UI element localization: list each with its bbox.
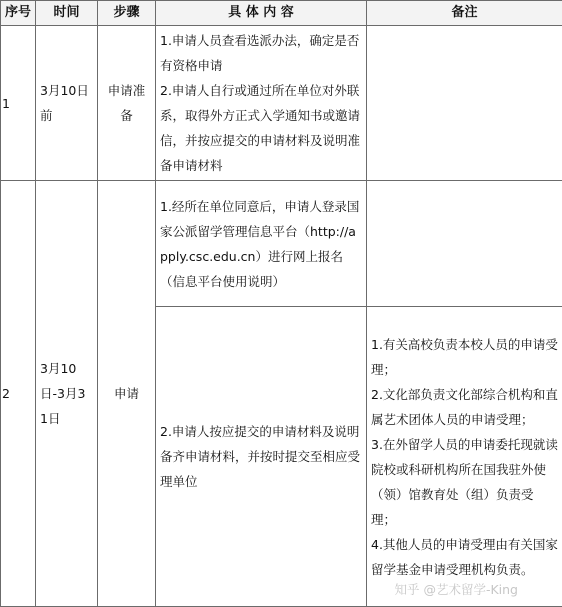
- text-line: 3.在外留学人员的申请委托现就读院校或科研机构所在国我驻外使（领）馆教育处（组）负责受理；: [371, 432, 558, 532]
- text-line: 1.有关高校负责本校人员的申请受理；: [371, 332, 558, 382]
- row2-note-a: [367, 181, 562, 307]
- header-row: [1, 1, 562, 26]
- table-row: [1, 26, 562, 181]
- row2-time: 3月10日-3月31日: [36, 181, 98, 607]
- watermark: 知乎 @艺术留学-King: [394, 580, 518, 598]
- header-time: 时间: [36, 1, 98, 26]
- row2-seq: 2: [1, 181, 36, 607]
- row2-note-b: [367, 307, 562, 607]
- header-step: 步骤: [98, 1, 156, 26]
- text-line: 4.其他人员的申请受理由有关国家留学基金申请受理机构负责。: [371, 532, 558, 582]
- row2-content-b: 2.申请人按应提交的申请材料及说明备齐申请材料，并按时提交至相应受理单位: [156, 307, 367, 607]
- header-content: 具 体 内 容: [156, 1, 367, 26]
- text-line: 2.申请人自行或通过所在单位对外联系，取得外方正式入学通知书或邀请信，并按应提交的申请材料及说明准备申请材料: [160, 78, 362, 178]
- text-line: 1.申请人员查看选派办法，确定是否有资格申请: [160, 28, 362, 78]
- row1-step: 申请准备: [98, 26, 156, 181]
- table-row: [1, 181, 562, 307]
- row1-note: [367, 26, 562, 181]
- row1-time: 3月10日前: [36, 26, 98, 181]
- row2-step: 申请: [98, 181, 156, 607]
- header-note: 备注: [367, 1, 562, 26]
- row2-content-a: 1.经所在单位同意后，申请人登录国家公派留学管理信息平台（http://apply.csc.edu.cn）进行网上报名（信息平台使用说明）: [156, 181, 367, 307]
- row1-content: [156, 26, 367, 181]
- row1-seq: 1: [1, 26, 36, 181]
- header-seq: 序号: [1, 1, 36, 26]
- text-line: 2.文化部负责文化部综合机构和直属艺术团体人员的申请受理；: [371, 382, 558, 432]
